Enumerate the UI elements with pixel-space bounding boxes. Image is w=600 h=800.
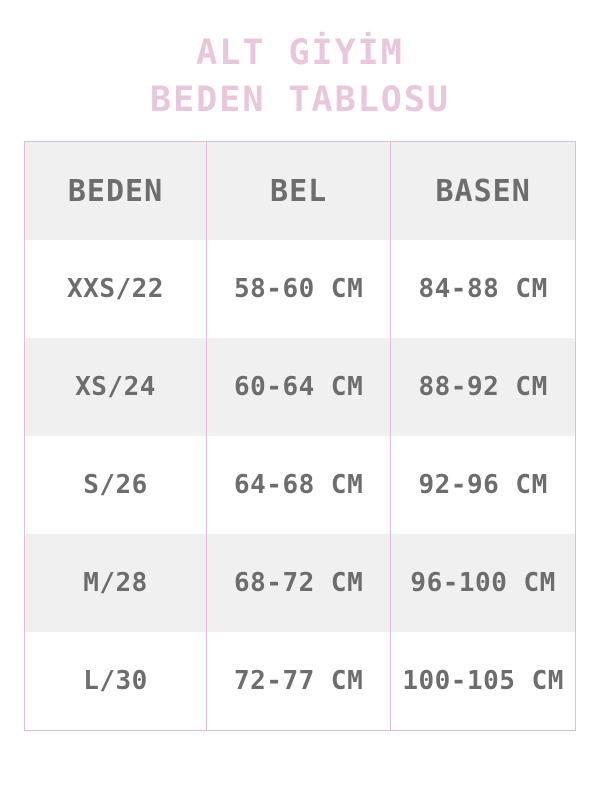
size-table xyxy=(25,142,575,730)
cell-beden: XXS/22 xyxy=(25,240,207,338)
cell-bel: 64-68 CM xyxy=(207,436,391,534)
table-row xyxy=(25,240,575,338)
table-row xyxy=(25,632,575,730)
table-row xyxy=(25,534,575,632)
table-header xyxy=(25,142,575,240)
cell-basen: 84-88 CM xyxy=(391,240,575,338)
column-header-beden: BEDEN xyxy=(25,142,207,240)
cell-beden: XS/24 xyxy=(25,338,207,436)
table-row xyxy=(25,338,575,436)
cell-basen: 88-92 CM xyxy=(391,338,575,436)
cell-beden: S/26 xyxy=(25,436,207,534)
cell-bel: 72-77 CM xyxy=(207,632,391,730)
cell-beden: L/30 xyxy=(25,632,207,730)
table-body xyxy=(25,240,575,730)
title-line-1: ALT GİYİM xyxy=(196,33,404,73)
column-header-basen: BASEN xyxy=(391,142,575,240)
title-line-2: BEDEN TABLOSU xyxy=(150,79,450,120)
cell-basen: 96-100 CM xyxy=(391,534,575,632)
table-row xyxy=(25,436,575,534)
size-table-container xyxy=(24,141,576,731)
cell-bel: 60-64 CM xyxy=(207,338,391,436)
cell-bel: 58-60 CM xyxy=(207,240,391,338)
cell-beden: M/28 xyxy=(25,534,207,632)
page-title xyxy=(0,30,600,123)
cell-basen: 92-96 CM xyxy=(391,436,575,534)
cell-basen: 100-105 CM xyxy=(391,632,575,730)
cell-bel: 68-72 CM xyxy=(207,534,391,632)
table-header-row xyxy=(25,142,575,240)
column-header-bel: BEL xyxy=(207,142,391,240)
